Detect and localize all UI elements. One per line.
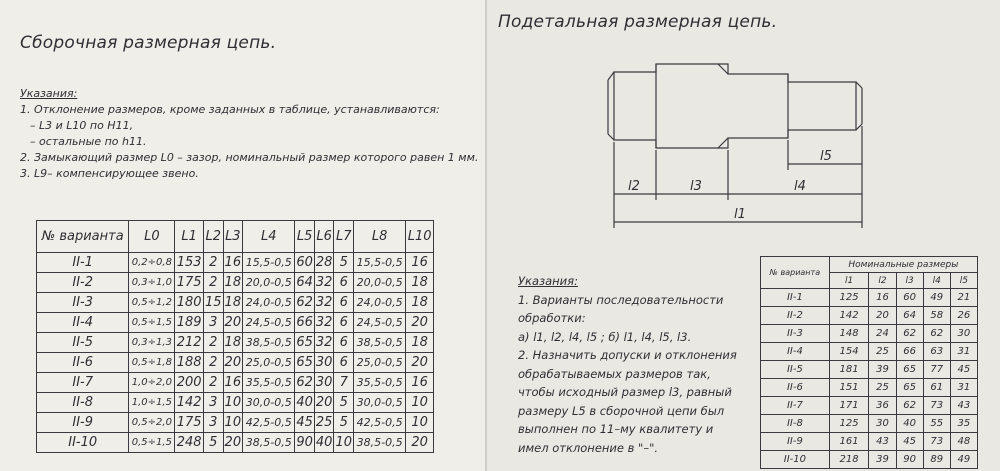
table-cell: 32 — [314, 273, 334, 293]
table-cell: II-1 — [37, 253, 129, 273]
table-cell: 30 — [314, 353, 334, 373]
table-cell: 20,0-0,5 — [243, 273, 295, 293]
table-cell: 18 — [223, 333, 243, 353]
table-row — [761, 343, 978, 361]
table-cell: 2 — [204, 333, 224, 353]
dim-l2: l2 — [628, 179, 640, 194]
table-cell: 18 — [223, 293, 243, 313]
note-line: размеру L5 в сборочной цепи был — [518, 403, 725, 418]
table-cell: 20 — [869, 307, 896, 325]
table-cell: 38,5-0,5 — [353, 333, 405, 353]
table-cell: 181 — [829, 361, 869, 379]
table-cell: 0,5÷1,8 — [129, 353, 175, 373]
table-cell: 5 — [334, 393, 354, 413]
table-row — [37, 253, 434, 273]
table-cell: 20 — [406, 353, 434, 373]
group-header: Номинальные размеры — [829, 257, 977, 273]
table-cell: II-5 — [761, 361, 830, 379]
table-cell: 36 — [869, 397, 896, 415]
table-cell: 66 — [896, 343, 923, 361]
table-cell: 10 — [406, 413, 434, 433]
table-cell: 18 — [406, 273, 434, 293]
table-cell: 43 — [950, 397, 977, 415]
table-row — [37, 293, 434, 313]
table-cell: 26 — [950, 307, 977, 325]
table-cell: 6 — [334, 273, 354, 293]
table-cell: 0,5÷1,5 — [129, 313, 175, 333]
col-header: L7 — [334, 221, 354, 253]
table-row — [761, 361, 978, 379]
table-cell: 65 — [896, 379, 923, 397]
table-cell: 31 — [950, 343, 977, 361]
table-cell: 45 — [896, 433, 923, 451]
table-cell: 65 — [295, 333, 315, 353]
note-line: обрабатываемых размеров так, — [518, 366, 711, 381]
page-fold — [485, 0, 487, 471]
table-cell: 64 — [896, 307, 923, 325]
table-cell: II-7 — [761, 397, 830, 415]
table-cell: II-6 — [761, 379, 830, 397]
table-cell: 0,5÷1,5 — [129, 433, 175, 453]
table-cell: II-1 — [761, 289, 830, 307]
table-cell: 30,0-0,5 — [353, 393, 405, 413]
table-cell: 15 — [204, 293, 224, 313]
table-cell: 25 — [869, 379, 896, 397]
table-cell: 15,5-0,5 — [353, 253, 405, 273]
table-cell: 16 — [406, 373, 434, 393]
note-line: обработки: — [518, 311, 586, 325]
table-cell: 148 — [829, 325, 869, 343]
table-cell: 2 — [204, 353, 224, 373]
table-cell: 77 — [923, 361, 950, 379]
table-header-row — [761, 257, 978, 273]
table-cell: II-2 — [761, 307, 830, 325]
note-line: 3. L9– компенсирующее звено. — [20, 167, 199, 180]
table-cell: 6 — [334, 333, 354, 353]
table-cell: 24,0-0,5 — [243, 293, 295, 313]
table-cell: 10 — [406, 393, 434, 413]
table-cell: II-9 — [761, 433, 830, 451]
table-cell: II-9 — [37, 413, 129, 433]
table-cell: 49 — [950, 451, 977, 469]
col-variant-header: № варианта — [761, 257, 830, 289]
table-cell: 30 — [869, 415, 896, 433]
shaft-drawing — [600, 52, 890, 232]
table-cell: 62 — [923, 325, 950, 343]
note-line: – остальные по h11. — [30, 135, 147, 148]
note-line: 1. Варианты последовательности — [518, 292, 724, 307]
table-cell: 0,5÷2,0 — [129, 413, 175, 433]
table-cell: 30 — [314, 373, 334, 393]
table-cell: 62 — [896, 397, 923, 415]
table-cell: 20 — [406, 313, 434, 333]
table-cell: 20 — [314, 393, 334, 413]
table-cell: 171 — [829, 397, 869, 415]
table-cell: 1,0÷2,0 — [129, 373, 175, 393]
table-cell: 5 — [334, 253, 354, 273]
table-cell: 45 — [295, 413, 315, 433]
table-cell: 20 — [223, 353, 243, 373]
table-cell: 2 — [204, 373, 224, 393]
table-cell: II-8 — [761, 415, 830, 433]
table-cell: 39 — [869, 451, 896, 469]
table-cell: 142 — [829, 307, 869, 325]
notes-heading: Указания: — [20, 87, 78, 100]
table-row — [37, 313, 434, 333]
note-line: выполнен по 11–му квалитету и — [518, 422, 714, 436]
table-cell: 32 — [314, 313, 334, 333]
part-table — [760, 256, 978, 469]
table-cell: 62 — [295, 373, 315, 393]
table-cell: 65 — [896, 361, 923, 379]
table-cell: 31 — [950, 379, 977, 397]
table-cell: 60 — [295, 253, 315, 273]
col-header: L8 — [353, 221, 405, 253]
note-line: чтобы исходный размер l3, равный — [518, 385, 732, 399]
table-cell: II-6 — [37, 353, 129, 373]
table-cell: 18 — [406, 333, 434, 353]
table-cell: II-4 — [37, 313, 129, 333]
table-row — [761, 451, 978, 469]
note-line: 1. Отклонение размеров, кроме заданных в таблице, устанавливаются: — [20, 103, 440, 116]
table-cell: 154 — [829, 343, 869, 361]
col-header: L10 — [406, 221, 434, 253]
table-cell: 32 — [314, 333, 334, 353]
table-cell: II-10 — [761, 451, 830, 469]
table-row — [761, 307, 978, 325]
table-cell: 3 — [204, 413, 224, 433]
table-cell: 90 — [896, 451, 923, 469]
col-header: № варианта — [37, 221, 129, 253]
table-cell: 10 — [334, 433, 354, 453]
table-cell: 40 — [896, 415, 923, 433]
dim-l4: l4 — [794, 179, 806, 194]
table-cell: 24,5-0,5 — [243, 313, 295, 333]
table-row — [761, 289, 978, 307]
table-row — [37, 353, 434, 373]
table-cell: II-5 — [37, 333, 129, 353]
table-cell: 90 — [295, 433, 315, 453]
table-cell: 64 — [295, 273, 315, 293]
table-row — [761, 415, 978, 433]
note-line: – L3 и L10 по Н11, — [30, 119, 134, 132]
table-cell: 125 — [829, 289, 869, 307]
table-cell: 62 — [295, 293, 315, 313]
col-header: L1 — [175, 221, 204, 253]
table-cell: 73 — [923, 397, 950, 415]
table-cell: 6 — [334, 313, 354, 333]
col-header: L5 — [295, 221, 315, 253]
table-cell: II-3 — [37, 293, 129, 313]
table-cell: 40 — [295, 393, 315, 413]
table-cell: 5 — [334, 413, 354, 433]
table-cell: 42,5-0,5 — [353, 413, 405, 433]
col-header: l1 — [829, 273, 869, 289]
dim-l3: l3 — [690, 179, 702, 194]
table-cell: 0,2÷0,8 — [129, 253, 175, 273]
table-cell: 18 — [223, 273, 243, 293]
table-cell: 24 — [869, 325, 896, 343]
table-cell: 48 — [950, 433, 977, 451]
table-row — [761, 397, 978, 415]
table-cell: 30,0-0,5 — [243, 393, 295, 413]
table-cell: 0,3÷1,3 — [129, 333, 175, 353]
table-cell: 65 — [295, 353, 315, 373]
dim-l1: l1 — [734, 207, 746, 222]
table-cell: 42,5-0,5 — [243, 413, 295, 433]
table-cell: 45 — [950, 361, 977, 379]
table-cell: 188 — [175, 353, 204, 373]
table-cell: 35,5-0,5 — [243, 373, 295, 393]
table-cell: 6 — [334, 353, 354, 373]
table-cell: 125 — [829, 415, 869, 433]
table-cell: 16 — [406, 253, 434, 273]
col-header: L3 — [223, 221, 243, 253]
table-cell: 35,5-0,5 — [353, 373, 405, 393]
table-cell: 25,0-0,5 — [353, 353, 405, 373]
assembly-table — [36, 220, 434, 453]
table-cell: 73 — [923, 433, 950, 451]
table-cell: 35 — [950, 415, 977, 433]
assembly-chain-title: Сборочная размерная цепь. — [20, 33, 277, 53]
table-cell: 189 — [175, 313, 204, 333]
part-chain-title: Подетальная размерная цепь. — [498, 12, 778, 32]
table-cell: 20 — [223, 433, 243, 453]
table-cell: 15,5-0,5 — [243, 253, 295, 273]
table-cell: 1,0÷1,5 — [129, 393, 175, 413]
table-cell: 25 — [314, 413, 334, 433]
table-row — [37, 373, 434, 393]
dim-l5: l5 — [820, 149, 832, 164]
table-cell: 62 — [896, 325, 923, 343]
table-cell: 248 — [175, 433, 204, 453]
table-cell: 16 — [869, 289, 896, 307]
table-cell: 20 — [406, 433, 434, 453]
table-cell: 38,5-0,5 — [243, 333, 295, 353]
table-cell: 60 — [896, 289, 923, 307]
table-row — [37, 333, 434, 353]
table-cell: 49 — [923, 289, 950, 307]
table-cell: 38,5-0,5 — [353, 433, 405, 453]
table-cell: 175 — [175, 413, 204, 433]
table-cell: 161 — [829, 433, 869, 451]
table-cell: II-4 — [761, 343, 830, 361]
table-cell: 40 — [314, 433, 334, 453]
table-cell: 28 — [314, 253, 334, 273]
table-cell: 5 — [204, 433, 224, 453]
table-cell: 218 — [829, 451, 869, 469]
table-cell: 61 — [923, 379, 950, 397]
table-cell: 63 — [923, 343, 950, 361]
table-cell: 16 — [223, 253, 243, 273]
table-cell: 2 — [204, 273, 224, 293]
table-cell: 18 — [406, 293, 434, 313]
col-header: l2 — [869, 273, 896, 289]
table-cell: 153 — [175, 253, 204, 273]
col-header: L0 — [129, 221, 175, 253]
table-cell: 10 — [223, 393, 243, 413]
table-cell: II-8 — [37, 393, 129, 413]
table-cell: 32 — [314, 293, 334, 313]
table-row — [761, 433, 978, 451]
table-cell: II-2 — [37, 273, 129, 293]
table-cell: 3 — [204, 393, 224, 413]
table-cell: 25,0-0,5 — [243, 353, 295, 373]
col-header: L6 — [314, 221, 334, 253]
table-cell: 175 — [175, 273, 204, 293]
table-row — [37, 393, 434, 413]
table-cell: 39 — [869, 361, 896, 379]
table-row — [37, 413, 434, 433]
assembly-notes — [20, 86, 478, 182]
table-cell: II-10 — [37, 433, 129, 453]
table-cell: 24,5-0,5 — [353, 313, 405, 333]
table-cell: 212 — [175, 333, 204, 353]
table-cell: II-3 — [761, 325, 830, 343]
table-cell: 151 — [829, 379, 869, 397]
notes-heading: Указания: — [518, 274, 578, 288]
col-header: l5 — [950, 273, 977, 289]
table-cell: 89 — [923, 451, 950, 469]
col-header: L2 — [204, 221, 224, 253]
table-row — [37, 273, 434, 293]
table-row — [761, 325, 978, 343]
table-cell: 20 — [223, 313, 243, 333]
table-row — [37, 433, 434, 453]
table-cell: 24,0-0,5 — [353, 293, 405, 313]
col-header: l4 — [923, 273, 950, 289]
note-line: 2. Замыкающий размер L0 – зазор, номинальный размер которого равен 1 мм. — [20, 151, 479, 164]
note-line: 2. Назначить допуски и отклонения — [518, 348, 737, 362]
table-cell: 21 — [950, 289, 977, 307]
table-cell: 200 — [175, 373, 204, 393]
table-cell: 6 — [334, 293, 354, 313]
table-cell: 38,5-0,5 — [243, 433, 295, 453]
table-header-row — [37, 221, 434, 253]
table-cell: 0,5÷1,2 — [129, 293, 175, 313]
table-cell: 142 — [175, 393, 204, 413]
table-cell: 180 — [175, 293, 204, 313]
col-header: L4 — [243, 221, 295, 253]
note-line: имел отклонение в "–". — [518, 440, 659, 455]
table-cell: 43 — [869, 433, 896, 451]
table-row — [761, 379, 978, 397]
note-line: а) l1, l2, l4, l5 ; б) l1, l4, l5, l3. — [518, 329, 692, 344]
table-cell: 66 — [295, 313, 315, 333]
table-cell: 30 — [950, 325, 977, 343]
table-cell: 16 — [223, 373, 243, 393]
table-cell: 0,3÷1,0 — [129, 273, 175, 293]
table-cell: 20,0-0,5 — [353, 273, 405, 293]
table-cell: 58 — [923, 307, 950, 325]
shaft-outline — [614, 64, 856, 148]
part-notes — [518, 272, 737, 457]
table-cell: II-7 — [37, 373, 129, 393]
table-cell: 55 — [923, 415, 950, 433]
table-cell: 7 — [334, 373, 354, 393]
table-cell: 3 — [204, 313, 224, 333]
col-header: l3 — [896, 273, 923, 289]
table-cell: 25 — [869, 343, 896, 361]
table-cell: 2 — [204, 253, 224, 273]
table-cell: 10 — [223, 413, 243, 433]
